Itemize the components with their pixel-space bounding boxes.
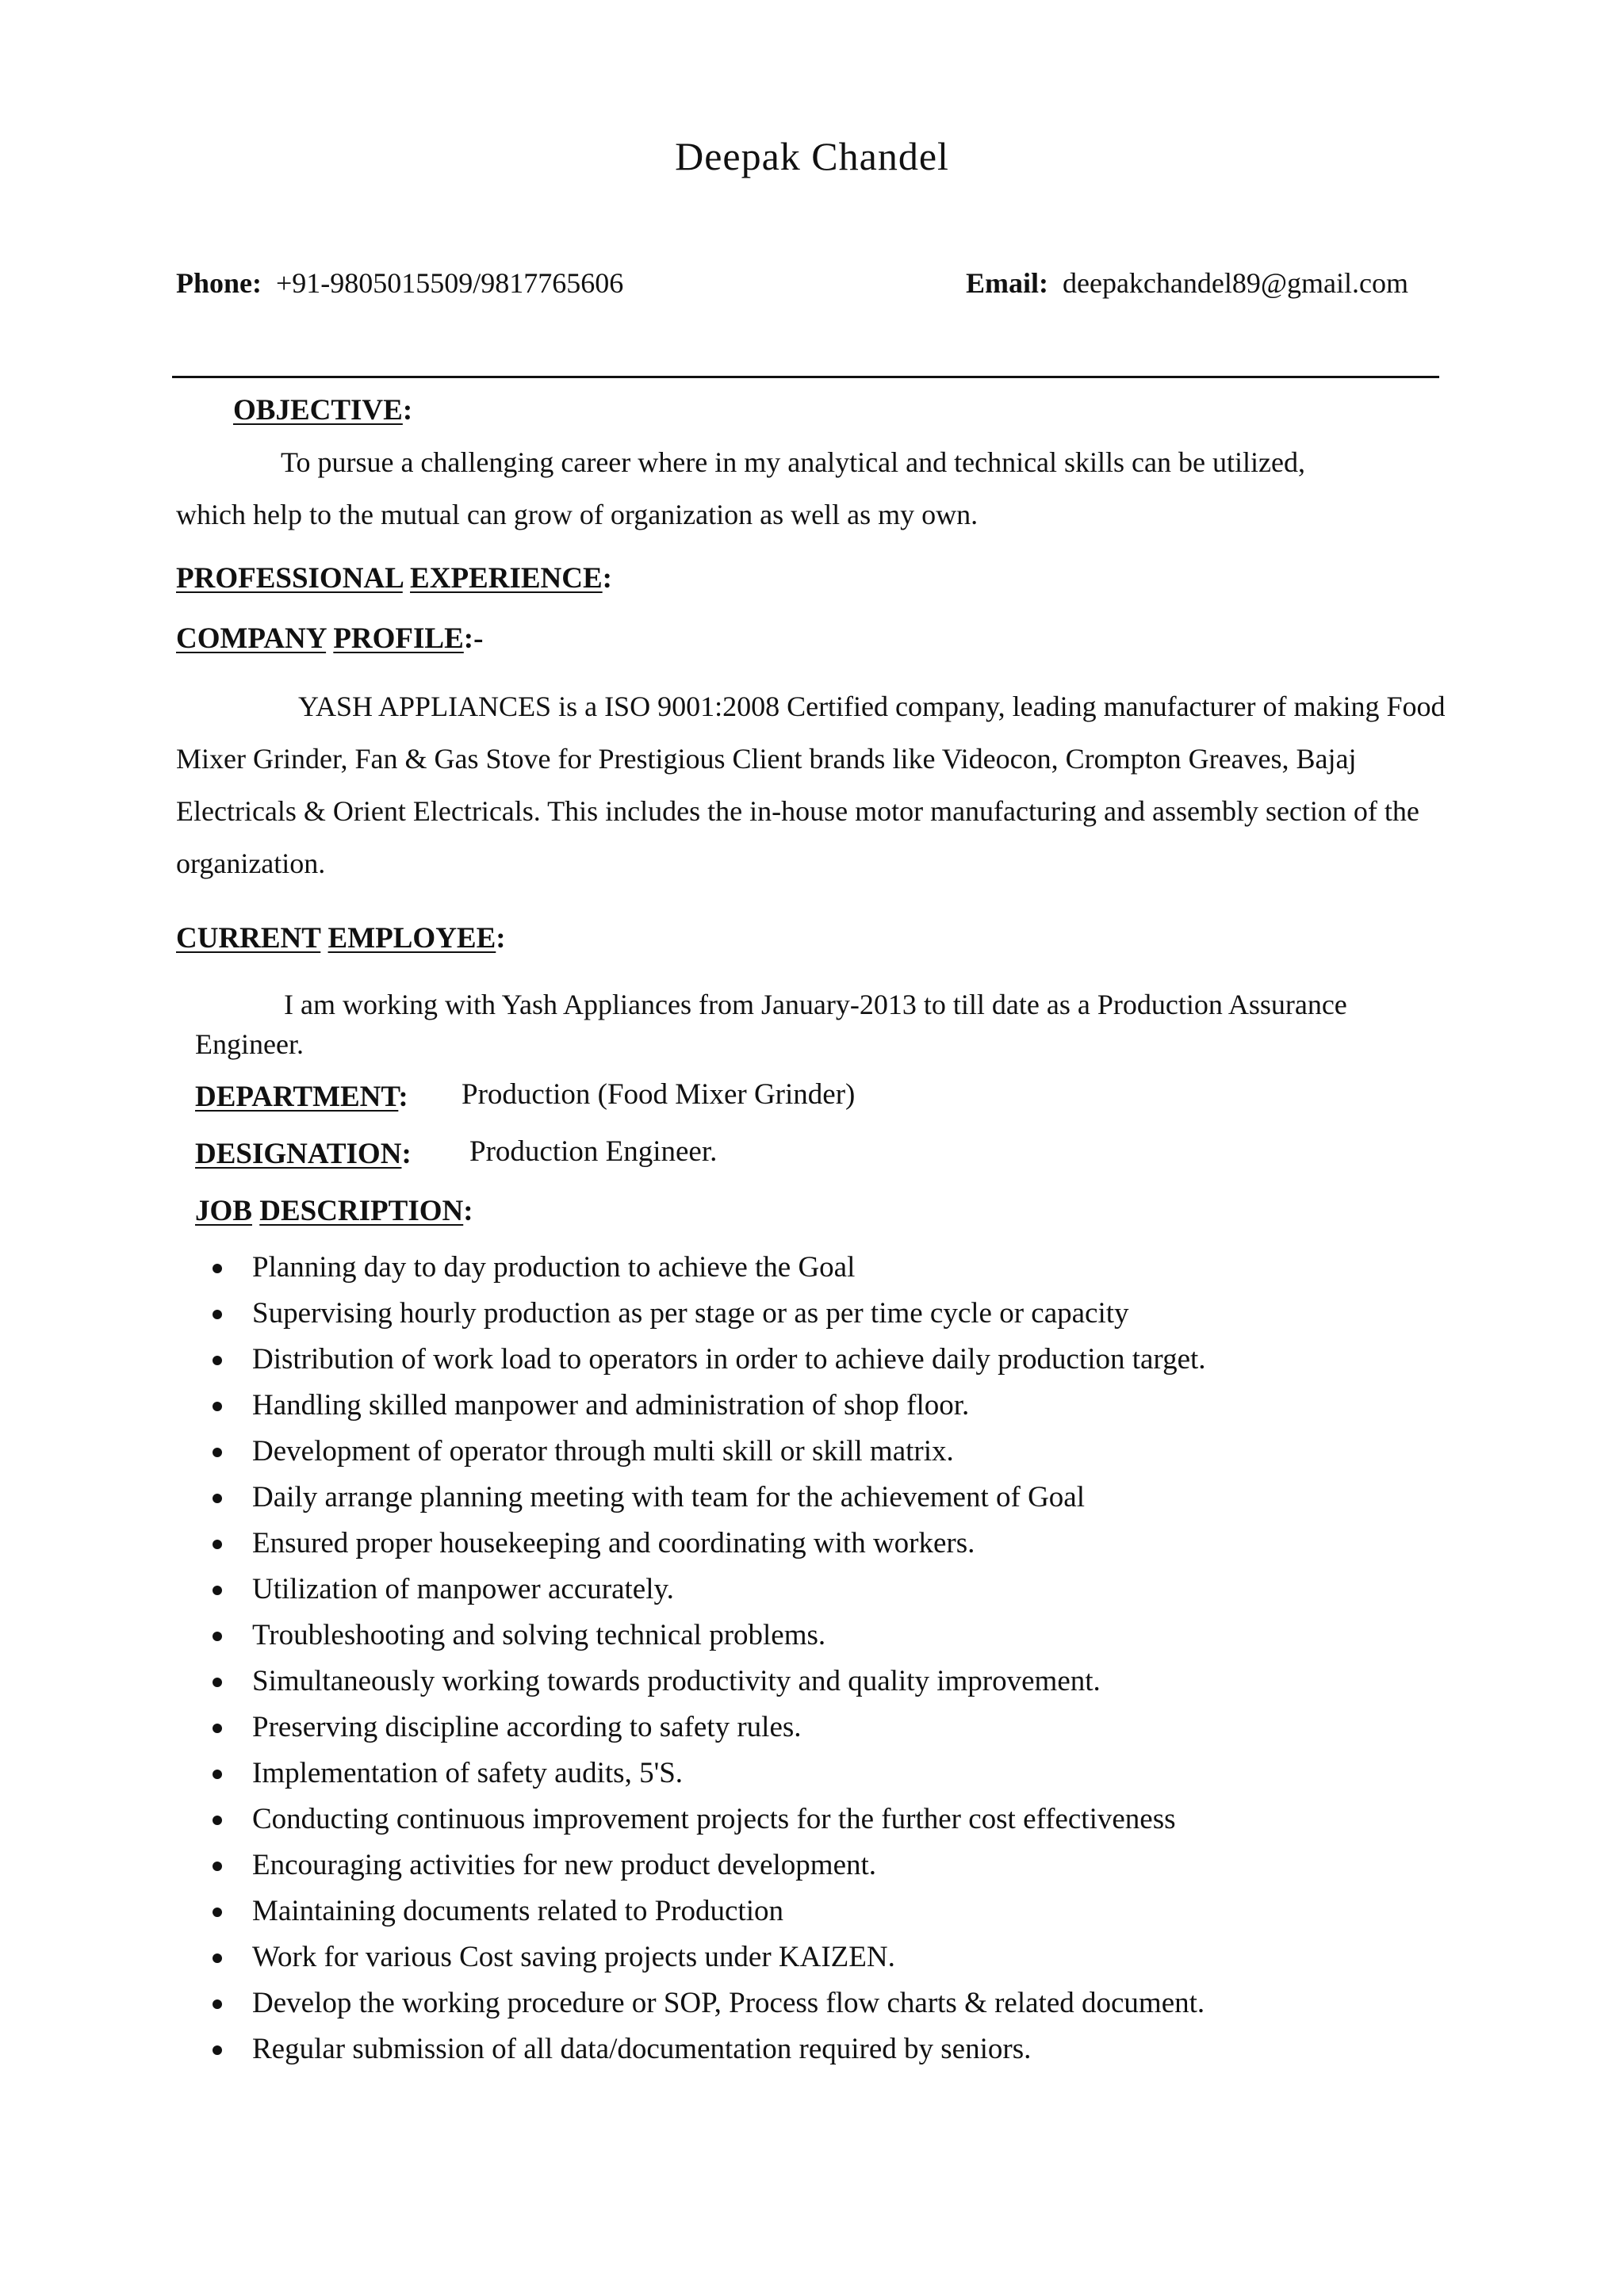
list-item bbox=[208, 1383, 1206, 1429]
company-profile-suffix: :- bbox=[463, 622, 484, 655]
phone-value: +91-9805015509/9817765606 bbox=[276, 267, 624, 299]
company-profile-line-4: organization. bbox=[176, 848, 326, 879]
list-item-text: Regular submission of all data/documentation required by seniors. bbox=[252, 2033, 1032, 2065]
bullet-icon bbox=[213, 1356, 222, 1365]
objective-heading-suffix: : bbox=[402, 394, 413, 427]
list-item-text: Troubleshooting and solving technical problems. bbox=[252, 1619, 826, 1651]
phone-line bbox=[176, 266, 623, 300]
bullet-icon bbox=[213, 1770, 222, 1779]
objective-line-1: To pursue a challenging career where in my analytical and technical skills can be utilized, bbox=[281, 446, 1305, 478]
list-item bbox=[208, 1429, 1206, 1475]
phone-label: Phone: bbox=[176, 267, 262, 299]
email-value: deepakchandel89@gmail.com bbox=[1063, 267, 1408, 299]
list-item bbox=[208, 1613, 1206, 1659]
designation-row bbox=[195, 1137, 412, 1171]
list-item bbox=[208, 1751, 1206, 1797]
bullet-icon bbox=[213, 1816, 222, 1825]
bullet-icon bbox=[213, 1540, 222, 1549]
objective-heading-text: OBJECTIVE bbox=[233, 394, 403, 427]
objective-heading bbox=[233, 393, 412, 427]
designation-label: DESIGNATION bbox=[195, 1138, 402, 1170]
list-item-text: Preserving discipline according to safety rules. bbox=[252, 1711, 802, 1743]
list-item-text: Ensured proper housekeeping and coordinating with workers. bbox=[252, 1527, 975, 1559]
bullet-icon bbox=[213, 1999, 222, 2009]
list-item-text: Daily arrange planning meeting with team for the achievement of Goal bbox=[252, 1481, 1086, 1513]
list-item bbox=[208, 1245, 1206, 1291]
list-item bbox=[208, 1337, 1206, 1383]
department-label: DEPARTMENT bbox=[195, 1081, 399, 1113]
professional-experience-suffix: : bbox=[602, 562, 612, 595]
list-item-text: Development of operator through multi skill or skill matrix. bbox=[252, 1435, 954, 1468]
job-description-heading bbox=[195, 1194, 473, 1228]
job-word: JOB bbox=[195, 1195, 252, 1227]
department-value: Production (Food Mixer Grinder) bbox=[462, 1078, 856, 1111]
current-employee-suffix: : bbox=[496, 922, 506, 955]
bullet-icon bbox=[213, 1264, 222, 1273]
description-word: DESCRIPTION bbox=[259, 1195, 464, 1227]
list-item-text: Supervising hourly production as per stage or as per time cycle or capacity bbox=[252, 1297, 1129, 1330]
list-item bbox=[208, 1567, 1206, 1613]
company-word: COMPANY bbox=[176, 622, 327, 655]
current-employee-line-1: I am working with Yash Appliances from January-2013 to till date as a Production Assurance bbox=[284, 989, 1347, 1020]
current-employee-line-2: Engineer. bbox=[195, 1028, 304, 1060]
designation-value: Production Engineer. bbox=[469, 1135, 718, 1168]
email-line bbox=[966, 266, 1408, 300]
candidate-name: Deepak Chandel bbox=[675, 134, 949, 178]
list-item-text: Distribution of work load to operators in order to achieve daily production target. bbox=[252, 1343, 1206, 1376]
professional-experience-heading bbox=[176, 561, 612, 595]
current-word: CURRENT bbox=[176, 922, 321, 955]
bullet-icon bbox=[213, 1402, 222, 1411]
list-item bbox=[208, 1521, 1206, 1567]
list-item-text: Maintaining documents related to Production bbox=[252, 1895, 783, 1927]
employee-word: EMPLOYEE bbox=[327, 922, 496, 955]
current-employee-heading bbox=[176, 921, 506, 955]
bullet-icon bbox=[213, 1862, 222, 1871]
list-item bbox=[208, 1797, 1206, 1843]
header-divider bbox=[172, 376, 1439, 378]
list-item bbox=[208, 2026, 1206, 2072]
bullet-icon bbox=[213, 1724, 222, 1733]
list-item-text: Handling skilled manpower and administration of shop floor. bbox=[252, 1389, 970, 1422]
list-item bbox=[208, 1475, 1206, 1521]
bullet-icon bbox=[213, 2045, 222, 2055]
list-item bbox=[208, 1291, 1206, 1337]
list-item bbox=[208, 1705, 1206, 1751]
list-item bbox=[208, 1843, 1206, 1888]
company-profile-heading bbox=[176, 622, 483, 656]
bullet-icon bbox=[213, 1310, 222, 1319]
job-description-suffix: : bbox=[463, 1195, 473, 1227]
list-item-text: Encouraging activities for new product development. bbox=[252, 1849, 877, 1881]
company-profile-line-1: YASH APPLIANCES is a ISO 9001:2008 Certified company, leading manufacturer of making Food bbox=[298, 691, 1446, 722]
list-item-text: Simultaneously working towards productivity and quality improvement. bbox=[252, 1665, 1101, 1697]
list-item-text: Develop the working procedure or SOP, Process flow charts & related document. bbox=[252, 1987, 1205, 2019]
designation-suffix: : bbox=[401, 1138, 412, 1170]
list-item-text: Work for various Cost saving projects under KAIZEN. bbox=[252, 1941, 895, 1973]
company-profile-line-2: Mixer Grinder, Fan & Gas Stove for Prestigious Client brands like Videocon, Crompton Greaves, Bajaj bbox=[176, 743, 1357, 775]
list-item-text: Conducting continuous improvement projects for the further cost effectiveness bbox=[252, 1803, 1176, 1835]
experience-word: EXPERIENCE bbox=[410, 562, 603, 595]
professional-word: PROFESSIONAL bbox=[176, 562, 403, 595]
list-item-text: Implementation of safety audits, 5'S. bbox=[252, 1757, 684, 1789]
bullet-icon bbox=[213, 1448, 222, 1457]
list-item bbox=[208, 1934, 1206, 1980]
profile-word: PROFILE bbox=[333, 622, 464, 655]
list-item bbox=[208, 1659, 1206, 1705]
list-item-text: Planning day to day production to achieve the Goal bbox=[252, 1251, 856, 1284]
bullet-icon bbox=[213, 1908, 222, 1917]
list-item bbox=[208, 1888, 1206, 1934]
list-item bbox=[208, 1980, 1206, 2026]
bullet-icon bbox=[213, 1678, 222, 1687]
bullet-icon bbox=[213, 1954, 222, 1963]
list-item-text: Utilization of manpower accurately. bbox=[252, 1573, 674, 1605]
bullet-icon bbox=[213, 1632, 222, 1641]
bullet-icon bbox=[213, 1494, 222, 1503]
bullet-icon bbox=[213, 1586, 222, 1595]
department-row bbox=[195, 1080, 408, 1114]
email-label: Email: bbox=[966, 267, 1048, 299]
job-description-list bbox=[208, 1245, 1206, 2072]
department-suffix: : bbox=[398, 1081, 408, 1113]
objective-line-2: which help to the mutual can grow of organization as well as my own. bbox=[176, 499, 979, 530]
company-profile-line-3: Electricals & Orient Electricals. This includes the in-house motor manufacturing and assembly section of the bbox=[176, 795, 1419, 827]
